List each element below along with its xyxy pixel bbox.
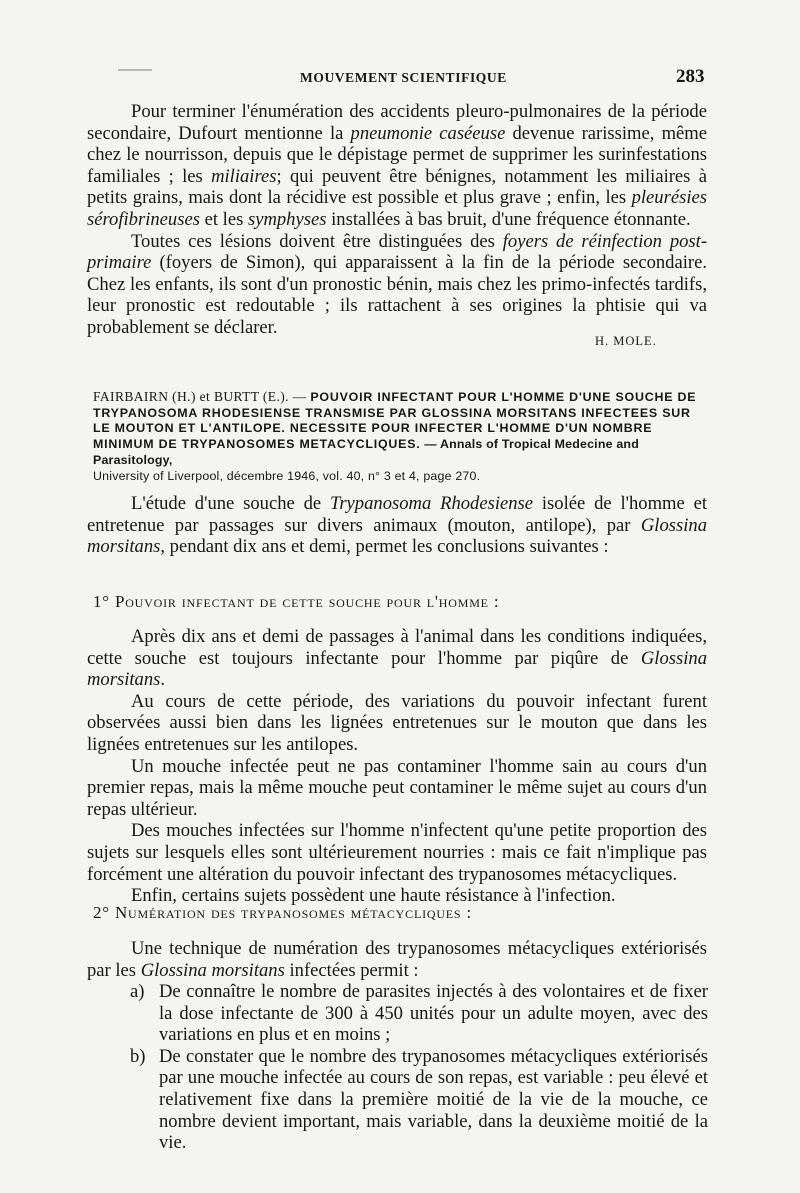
list-item-text: De connaître le nombre de parasites injectés à des volontaires et de fixer la dose infectante de 300 à 450 unités pour un adulte moyen, avec des variations en plus et en moins ; xyxy=(159,981,708,1046)
italic-term: Trypanosoma Rhodesiense xyxy=(330,493,534,514)
italic-term: symphyses xyxy=(247,208,327,230)
italic-term: foyers de réinfection post-primaire xyxy=(87,230,708,274)
italic-term: Glossina morsitans xyxy=(87,647,707,691)
reference-publisher: University of Liverpool, décembre 1946, vol. 40, n° 3 et 4, page 270. xyxy=(93,468,481,483)
article-1-body xyxy=(87,101,707,339)
list-item-text: De constater que le nombre des trypanosomes métacycliques extériorisés par une mouche infectée au cours de son repas, est variable : peu élevé et relativement fixe dans la première moitié de la vie de la mouche, ce nombre devient important, mais variable, dans la deuxième moitié de la vie. xyxy=(159,1045,708,1154)
numeration-list xyxy=(130,981,708,1154)
list-item xyxy=(130,981,708,1046)
section-1-body xyxy=(87,626,707,907)
article-1-paragraph-2: Toutes ces lésions doivent être distinguées des foyers de réinfection post-primaire (foyers de Simon), qui apparaissent à la fin de la période secondaire. Chez les enfants, ils sont d'un pronostic bénin, mais chez les primo-infectés tardifs, leur pronostic est redoutable ; ils rattachent à ses origines la phtisie qui va probablement se déclarer. xyxy=(87,230,708,338)
running-header xyxy=(0,66,800,90)
section-1-paragraph: Au cours de cette période, des variations du pouvoir infectant furent observées aussi bien dans les lignées entretenues sur le mouton que dans les lignées entretenues sur les antilopes. xyxy=(87,690,707,755)
list-item-label: a) xyxy=(130,981,145,1002)
reference-title: POUVOIR INFECTANT POUR L'HOMME D'UNE SOUCHE DE TRYPANOSOMA RHODESIENSE TRANSMISE PAR GLOSSINA MORSITANS INFECTEES SUR LE MOUTON ET L'ANTILOPE. NECESSITE POUR INFECTER L'HOMME D'UN NOMBRE MINIMUM DE TRYPANOSOMES METACYCLIQUES. xyxy=(93,390,697,452)
page-number: 283 xyxy=(676,66,705,87)
article-2-intro xyxy=(87,493,707,558)
section-1-paragraph: Enfin, certains sujets possèdent une haute résistance à l'infection. xyxy=(131,885,616,907)
italic-term: miliaires xyxy=(211,165,277,187)
section-1-paragraph: Des mouches infectées sur l'homme n'infectent qu'une petite proportion des sujets sur lesquels elles sont ultérieurement nourries : mais ce fait n'implique pas forcément une altération du pouvoir infectant des trypanosomes métacycliques. xyxy=(87,820,707,885)
section-2-heading: 2° Numération des trypanosomes métacycliques : xyxy=(93,903,472,922)
section-1-paragraph: Après dix ans et demi de passages à l'animal dans les conditions indiquées, cette souche est toujours infectante pour l'homme par piqûre de Glossina morsitans. xyxy=(87,626,707,691)
reference-journal: — Annals of Tropical Medecine and Parasitology, xyxy=(93,437,639,467)
section-2-intro-paragraph: Une technique de numération des trypanosomes métacycliques extériorisés par les Glossina morsitans infectées permit : xyxy=(87,938,707,981)
article-1-paragraph-1: Pour terminer l'énumération des accidents pleuro-pulmonaires de la période secondaire, Dufourt mentionne la pneumonie caséeuse devenue rarissime, même chez le nourrisson, depuis que le dépistage permet de supprimer les surinfestations familiales ; les miliaires; qui peuvent être bénignes, notamment les miliaires à petits grains, mais dont la récidive est possible et plus grave ; enfin, les pleurésies sérofibrineuses et les symphyses installées à bas bruit, d'une fréquence étonnante. xyxy=(87,101,707,230)
running-title: MOUVEMENT SCIENTIFIQUE xyxy=(300,70,507,85)
section-1-paragraph: Un mouche infectée peut ne pas contaminer l'homme sain au cours d'un premier repas, mais la même mouche peut contaminer le même sujet au cours d'un repas ultérieur. xyxy=(87,755,707,820)
list-item xyxy=(130,1046,708,1154)
intro-paragraph: L'étude d'une souche de Trypanosoma Rhodesiense isolée de l'homme et entretenue par passages sur divers animaux (mouton, antilope), par Glossina morsitans, pendant dix ans et demi, permet les conclusions suivantes : xyxy=(87,493,707,558)
section-2-intro xyxy=(87,938,707,981)
list-item-label: b) xyxy=(130,1045,146,1067)
italic-term: Glossina morsitans xyxy=(87,514,707,558)
section-1-heading: 1° Pouvoir infectant de cette souche pour l'homme : xyxy=(93,592,500,611)
italic-term: pneumonie caséeuse xyxy=(350,122,506,144)
italic-term: Glossina morsitans xyxy=(140,959,285,981)
bibliographic-reference xyxy=(93,389,707,484)
reference-authors: FAIRBAIRN (H.) et BURTT (E.). — xyxy=(93,389,311,404)
author-signature: H. MOLE. xyxy=(595,334,657,348)
italic-term: pleurésies sérofibrineuses xyxy=(87,187,707,230)
